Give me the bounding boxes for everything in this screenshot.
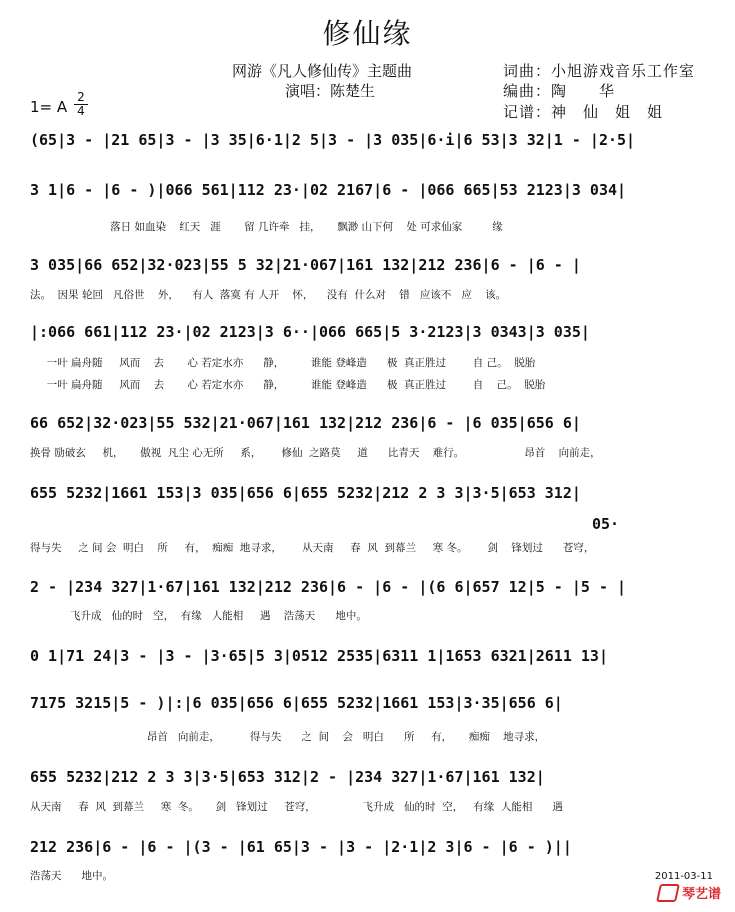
staff-4-lyrics-1: 一叶 扁舟随 风而 去 心 若定水亦 静， 谁能 登峰造 极 真正胜过 自 己。 脱胎 <box>30 357 536 369</box>
staff-10-lyrics: 从天南 春 风 到幕兰 寒 冬。 剑 锋划过 苍穹， 飞升成 仙的时 空， 有缘 人能相 遇 <box>30 801 563 813</box>
staff-10-notes: 655 5232|212 2 3 3|3·5|653 312|2 - |234 327|1·67|161 132| <box>30 768 545 786</box>
staff-8-notes: 0 1|71 24|3 - |3 - |3·65|5 3|0512 2535|6311 1|1653 6321|2611 13| <box>30 647 608 665</box>
staff-7-notes: 2 - |234 327|1·67|161 132|212 236|6 - |6 - |(6 6|657 12|5 - |5 - | <box>30 578 627 596</box>
staff-5-notes: 66 652|32·023|55 532|21·067|161 132|212 236|6 - |6 035|656 6| <box>30 414 581 432</box>
alt-phrase: 05· <box>592 515 620 533</box>
time-bottom: 4 <box>74 104 88 118</box>
staff-4-notes: |:066 661|112 23·|02 2123|3 6··|066 665|5 3·2123|3 0343|3 035| <box>30 323 590 341</box>
logo-mark-icon <box>656 884 680 902</box>
staff-11-notes: 212 236|6 - |6 - |(3 - |61 65|3 - |3 - |2·1|2 3|6 - |6 - )|| <box>30 838 572 856</box>
staff-9-notes: 7175 3215|5 - )|:|6 035|656 6|655 5232|1661 153|3·35|656 6| <box>30 694 563 712</box>
transcriber-credit: 记谱：神 仙 姐 姐 <box>503 103 664 121</box>
staff-1-notes: (65|3 - |21 65|3 - |3 35|6·1|2 5|3 - |3 035|6·i|6 53|3 32|1 - |2·5| <box>30 131 636 149</box>
staff-6-notes: 655 5232|1661 153|3 035|656 6|655 5232|212 2 3 3|3·5|653 312| <box>30 484 581 502</box>
staff-3-notes: 3 035|66 652|32·023|55 5 32|21·067|161 132|212 236|6 - |6 - | <box>30 256 581 274</box>
song-title: 修仙缘 <box>322 17 413 50</box>
date-stamp: 2011-03-11 <box>654 871 713 882</box>
subtitle: 网游《凡人修仙传》主题曲 <box>232 62 413 80</box>
logo-text: 琴艺谱 <box>681 887 721 902</box>
singer: 演唱：陈楚生 <box>285 82 376 100</box>
key-signature: 1= A <box>30 98 68 116</box>
arranger-credit: 编曲：陶 华 <box>503 82 616 100</box>
staff-6-lyrics: 得与失 之 间 会 明白 所 有， 痴痴 地寻求， 从天南 春 风 到幕兰 寒 冬。 剑 锋划过 苍穹， <box>30 542 595 554</box>
staff-9-lyrics: 昂首 向前走， 得与失 之 间 会 明白 所 有， 痴痴 地寻求， <box>30 731 546 743</box>
staff-2-lyrics: 落日 如血染 红天 涯 留 几许牵 挂， 飘渺 山下何 处 可求仙家 缘 <box>30 221 503 233</box>
time-signature <box>74 91 88 118</box>
staff-11-lyrics: 浩荡天 地中。 <box>30 870 114 882</box>
site-logo <box>658 883 721 902</box>
staff-7-lyrics: 飞升成 仙的时 空， 有缘 人能相 遇 浩荡天 地中。 <box>30 610 367 622</box>
staff-3-lyrics: 法。 因果 轮回 凡俗世 外， 有人 落寞 有 人开 怀， 没有 什么对 错 应该不 应 该。 <box>30 289 507 301</box>
staff-4-lyrics-2: 一叶 扁舟随 风而 去 心 若定水亦 静， 谁能 登峰造 极 真正胜过 自 己。 脱胎 <box>30 379 546 391</box>
time-top: 2 <box>77 90 85 104</box>
staff-2-notes: 3 1|6 - |6 - )|066 561|112 23·|02 2167|6 - |066 665|53 2123|3 034| <box>30 181 627 199</box>
staff-5-lyrics: 换骨 励破玄 机， 傲视 凡尘 心无所 系， 修仙 之路莫 道 比青天 难行。 昂首 向前走， <box>30 447 601 459</box>
lyrics-music-credit: 词曲：小旭游戏音乐工作室 <box>503 62 696 80</box>
